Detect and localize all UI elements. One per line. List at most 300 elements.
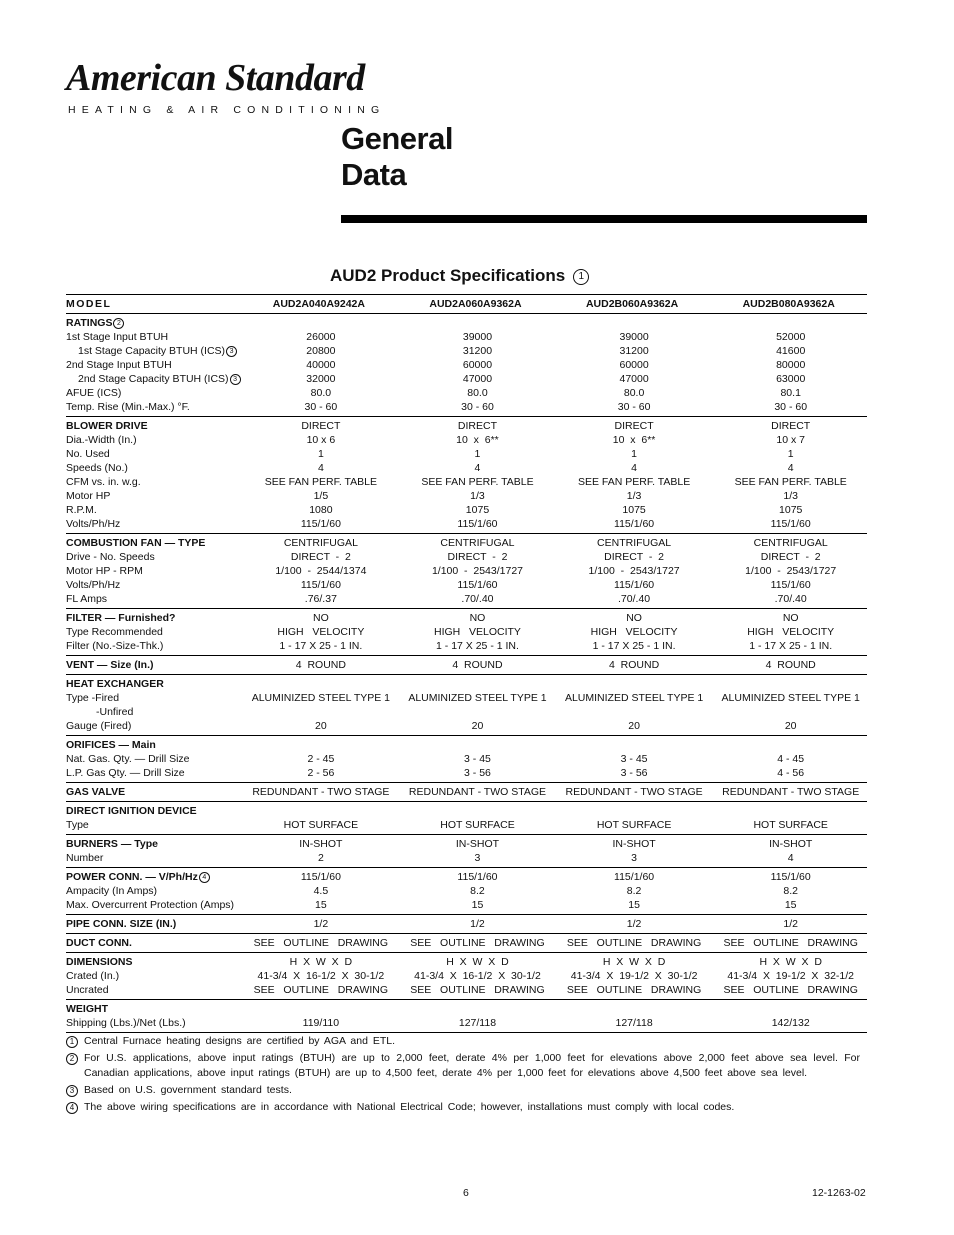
spec-row-label: [66, 639, 241, 653]
spec-values-model-4: [710, 314, 867, 417]
spec-values-model-3: [554, 656, 711, 675]
spec-cell: 10 x 6**: [456, 434, 499, 446]
spec-cell: 52000: [776, 331, 806, 343]
footnote-item: [66, 1051, 860, 1081]
spec-cell: REDUNDANT - TWO STAGE: [565, 786, 703, 798]
spec-cell: 1/2: [470, 918, 485, 930]
model-header-4: AUD2B080A9362A: [710, 295, 867, 314]
spec-cell: IN-SHOT: [455, 838, 500, 850]
footnote-item: [66, 1100, 860, 1115]
spec-row-label-text: Shipping (Lbs.)/Net (Lbs.): [66, 1017, 186, 1029]
spec-row-label: [66, 564, 241, 578]
spec-values-model-2: [397, 835, 554, 868]
spec-row-label-text: Drive - No. Speeds: [66, 551, 155, 563]
spec-cell: 115/1/60: [770, 518, 811, 530]
spec-row-label: [66, 611, 241, 625]
spec-cell: NO: [312, 612, 329, 624]
spec-row-label: [66, 898, 241, 912]
spec-cell: 1/5: [313, 490, 329, 502]
spec-row-label: [66, 658, 241, 672]
spec-cell: 1: [631, 448, 637, 460]
footnote-item: [66, 1083, 860, 1098]
spec-cell: CENTRIFUGAL: [283, 537, 358, 549]
spec-cell: 115/1/60: [457, 871, 498, 883]
spec-row-label: [66, 372, 241, 386]
spec-row-label-text: Ampacity (In Amps): [66, 885, 158, 897]
spec-row-label-text: GAS VALVE: [66, 786, 126, 798]
spec-cell: 15: [315, 899, 327, 911]
spec-values-model-1: [241, 835, 398, 868]
spec-cell: 1/3: [783, 490, 798, 502]
spec-cell: 3: [631, 852, 637, 864]
spec-cell: 30 - 60: [617, 401, 651, 413]
spec-cell: 41-3/4 X 19-1/2 X 30-1/2: [570, 970, 698, 982]
spec-cell: 115/1/60: [770, 579, 811, 591]
spec-section: [66, 534, 867, 609]
spec-cell: 4.5: [313, 885, 329, 897]
spec-row-label: [66, 766, 241, 780]
spec-section: [66, 609, 867, 656]
spec-row-label-text: Volts/Ph/Hz: [66, 518, 121, 530]
spec-row-label: [66, 358, 241, 372]
spec-row-label-text: R.P.M.: [66, 504, 97, 516]
spec-values-model-4: [710, 656, 867, 675]
spec-cell: 3 - 45: [464, 753, 491, 765]
spec-row-label: [66, 1002, 241, 1016]
spec-values-model-3: [554, 934, 711, 953]
spec-cell: 115/1/60: [300, 579, 341, 591]
spec-section: [66, 656, 867, 675]
spec-row-label: [66, 489, 241, 503]
spec-cell: 3 - 56: [464, 767, 491, 779]
spec-row-label-text: FILTER — Furnished?: [66, 612, 176, 624]
spec-values-model-2: [397, 656, 554, 675]
spec-cell: 115/1/60: [614, 518, 655, 530]
spec-values-model-1: [241, 1000, 398, 1033]
spec-section: [66, 675, 867, 736]
footnote-marker: 3: [230, 374, 241, 385]
spec-labels: [66, 934, 241, 953]
spec-row-label-text: Speeds (No.): [66, 462, 128, 474]
spec-cell: DIRECT - 2: [604, 551, 665, 563]
spec-cell: HIGH VELOCITY: [434, 626, 521, 638]
spec-cell: 1075: [622, 504, 646, 516]
spec-row-label: [66, 447, 241, 461]
spec-cell: 115/1/60: [614, 579, 655, 591]
spec-cell: .70/.40: [618, 593, 651, 605]
spec-cell: [245, 316, 398, 330]
spec-values-model-3: [554, 783, 711, 802]
spec-labels: [66, 802, 241, 835]
spec-row-label-text: Max. Overcurrent Protection (Amps): [66, 899, 235, 911]
spec-values-model-4: [710, 736, 867, 783]
spec-values-model-3: [554, 1000, 711, 1033]
spec-cell: 8.2: [470, 885, 485, 897]
spec-cell: 10 x 7: [776, 434, 805, 446]
spec-section: [66, 953, 867, 1000]
spec-cell: [245, 677, 398, 691]
spec-labels: [66, 953, 241, 1000]
spec-cell: 60000: [619, 359, 649, 371]
spec-cell: 127/118: [615, 1017, 653, 1029]
spec-cell: DIRECT - 2: [447, 551, 508, 563]
spec-cell: 1/2: [783, 918, 798, 930]
spec-cell: 1/2: [313, 918, 329, 930]
spec-cell: H X W X D: [759, 956, 822, 968]
footnote-text: Based on U.S. government standard tests.: [84, 1084, 292, 1096]
spec-cell: DIRECT: [457, 420, 498, 432]
spec-row-label-text: Volts/Ph/Hz: [66, 579, 121, 591]
spec-cell: 30 - 60: [304, 401, 338, 413]
spec-row-label: [66, 804, 241, 818]
spec-cell: 4: [787, 462, 794, 474]
spec-cell: HIGH VELOCITY: [277, 626, 365, 638]
footnote-item: [66, 1034, 860, 1049]
spec-row-label: [66, 316, 241, 330]
spec-cell: ALUMINIZED STEEL TYPE 1: [564, 692, 704, 704]
spec-cell: [401, 804, 554, 818]
spec-cell: IN-SHOT: [769, 838, 813, 850]
footnotes: [66, 1034, 860, 1117]
spec-cell: DIRECT: [301, 420, 341, 432]
spec-cell: [558, 677, 711, 691]
spec-cell: [401, 705, 554, 719]
spec-cell: [714, 677, 867, 691]
spec-labels: [66, 868, 241, 915]
title-rule: [341, 215, 867, 223]
spec-cell: H X W X D: [602, 956, 666, 968]
spec-row-label: [66, 330, 241, 344]
spec-cell: [558, 738, 711, 752]
spec-section: [66, 835, 867, 868]
spec-cell: H X W X D: [446, 956, 509, 968]
spec-cell: HOT SURFACE: [753, 819, 828, 831]
spec-values-model-4: [710, 934, 867, 953]
spec-row-label: [66, 818, 241, 832]
spec-table-body: [66, 314, 867, 1033]
spec-values-model-2: [397, 953, 554, 1000]
spec-row-label-text: L.P. Gas Qty. — Drill Size: [66, 767, 185, 779]
spec-cell: HOT SURFACE: [283, 819, 359, 831]
spec-cell: 1/100 - 2543/1727: [588, 565, 680, 577]
spec-cell: [714, 804, 867, 818]
footnote-number-marker: 1: [66, 1036, 78, 1048]
spec-labels: [66, 534, 241, 609]
spec-values-model-4: [710, 953, 867, 1000]
spec-row-label-text: 2nd Stage Input BTUH: [66, 359, 172, 371]
spec-row-label-text: -Unfired: [96, 706, 134, 718]
spec-row-label: [66, 969, 241, 983]
spec-row-label: [66, 592, 241, 606]
spec-cell: HOT SURFACE: [596, 819, 672, 831]
spec-cell: 80.0: [623, 387, 645, 399]
spec-row-label: [66, 578, 241, 592]
spec-row-label: [66, 752, 241, 766]
spec-cell: CENTRIFUGAL: [440, 537, 515, 549]
spec-cell: 3: [474, 852, 481, 864]
spec-values-model-4: [710, 675, 867, 736]
spec-values-model-2: [397, 1000, 554, 1033]
spec-cell: 1080: [309, 504, 333, 516]
spec-cell: 115/1/60: [770, 871, 811, 883]
spec-labels: [66, 736, 241, 783]
spec-labels: [66, 1000, 241, 1033]
footnote-number: [66, 1051, 84, 1081]
spec-values-model-2: [397, 915, 554, 934]
spec-section: [66, 868, 867, 915]
spec-cell: .76/.37: [304, 593, 337, 605]
footnote-marker: 3: [226, 346, 237, 357]
spec-cell: HIGH VELOCITY: [747, 626, 835, 638]
spec-values-model-4: [710, 417, 867, 534]
spec-cell: 32000: [306, 373, 336, 385]
spec-labels: [66, 656, 241, 675]
spec-cell: 30 - 60: [461, 401, 494, 413]
spec-cell: 26000: [306, 331, 336, 343]
spec-table: [66, 294, 867, 1033]
spec-row-label: [66, 419, 241, 433]
spec-row-label: [66, 433, 241, 447]
spec-cell: 63000: [776, 373, 806, 385]
spec-cell: 115/1/60: [457, 579, 498, 591]
spec-labels: [66, 417, 241, 534]
spec-values-model-4: [710, 915, 867, 934]
spec-table-header: [66, 295, 867, 314]
spec-values-model-4: [710, 802, 867, 835]
spec-values-model-2: [397, 314, 554, 417]
spec-values-model-3: [554, 534, 711, 609]
spec-values-model-1: [241, 868, 398, 915]
spec-row-label-text: Motor HP - RPM: [66, 565, 143, 577]
spec-section: [66, 783, 867, 802]
spec-cell: IN-SHOT: [299, 838, 343, 850]
spec-cell: [714, 705, 867, 719]
spec-row-label-text: COMBUSTION FAN — TYPE: [66, 537, 206, 549]
spec-values-model-1: [241, 675, 398, 736]
spec-row-label: [66, 1016, 241, 1030]
brand-tagline: HEATING & AIR CONDITIONING: [68, 104, 386, 116]
spec-values-model-3: [554, 868, 711, 915]
footnote-text: The above wiring specifications are in accordance with National Electrical Code; however, installations must comply with local codes.: [84, 1101, 735, 1113]
spec-cell: 1 - 17 X 25 - 1 IN.: [749, 640, 833, 652]
brand-logo: American Standard: [66, 57, 365, 99]
spec-cell: IN-SHOT: [612, 838, 656, 850]
footnote-number: [66, 1083, 84, 1098]
spec-cell: 4: [474, 462, 481, 474]
spec-cell: 80.0: [467, 387, 488, 399]
spec-row-label: [66, 851, 241, 865]
spec-cell: 4: [787, 852, 794, 864]
spec-cell: SEE FAN PERF. TABLE: [577, 476, 691, 488]
spec-cell: 41600: [776, 345, 806, 357]
spec-row-label: [66, 738, 241, 752]
spec-row-label-text: FL Amps: [66, 593, 108, 605]
spec-cell: 4: [317, 462, 324, 474]
spec-cell: [401, 677, 554, 691]
spec-labels: [66, 835, 241, 868]
spec-cell: 10 x 6: [306, 434, 336, 446]
spec-values-model-2: [397, 534, 554, 609]
footnote-text: Central Furnace heating designs are certified by AGA and ETL.: [84, 1035, 396, 1047]
spec-cell: ALUMINIZED STEEL TYPE 1: [408, 692, 547, 704]
spec-cell: 4 ROUND: [295, 659, 346, 671]
spec-cell: 2 - 45: [307, 753, 335, 765]
spec-cell: 80.1: [780, 387, 801, 399]
spec-cell: 115/1/60: [300, 871, 341, 883]
spec-cell: CENTRIFUGAL: [753, 537, 828, 549]
spec-row-label: [66, 400, 241, 414]
spec-row-label-text: DUCT CONN.: [66, 937, 132, 949]
spec-cell: H X W X D: [289, 956, 353, 968]
spec-cell: [714, 738, 867, 752]
spec-cell: SEE OUTLINE DRAWING: [566, 984, 702, 996]
spec-heading-note-marker: 1: [573, 269, 589, 285]
spec-cell: SEE OUTLINE DRAWING: [410, 984, 545, 996]
spec-cell: 8.2: [783, 885, 798, 897]
spec-cell: REDUNDANT - TWO STAGE: [722, 786, 860, 798]
spec-values-model-3: [554, 675, 711, 736]
spec-heading-text: AUD2 Product Specifications: [330, 266, 566, 285]
spec-values-model-1: [241, 534, 398, 609]
page-number: 6: [463, 1187, 469, 1199]
spec-section: [66, 802, 867, 835]
spec-row-label-text: Dia.-Width (In.): [66, 434, 137, 446]
spec-row-label-text: Type: [66, 819, 89, 831]
spec-values-model-2: [397, 783, 554, 802]
spec-row-label: [66, 705, 241, 719]
spec-row-label-text: POWER CONN. — V/Ph/Hz: [66, 871, 198, 883]
spec-cell: 31200: [462, 345, 493, 357]
spec-row-label-text: CFM vs. in. w.g.: [66, 476, 141, 488]
spec-row-label-text: 1st Stage Input BTUH: [66, 331, 169, 343]
spec-cell: [714, 316, 867, 330]
spec-row-label-text: BLOWER DRIVE: [66, 420, 148, 432]
spec-row-label: [66, 475, 241, 489]
spec-cell: 20: [784, 720, 797, 732]
spec-cell: 1/3: [626, 490, 642, 502]
spec-values-model-1: [241, 915, 398, 934]
spec-values-model-4: [710, 868, 867, 915]
spec-row-label-text: WEIGHT: [66, 1003, 108, 1015]
spec-cell: 30 - 60: [774, 401, 808, 413]
spec-cell: [558, 316, 711, 330]
spec-cell: SEE FAN PERF. TABLE: [734, 476, 847, 488]
spec-cell: 3 - 56: [620, 767, 648, 779]
spec-values-model-1: [241, 314, 398, 417]
spec-labels: [66, 609, 241, 656]
footnote-number-marker: 3: [66, 1085, 78, 1097]
spec-values-model-2: [397, 868, 554, 915]
spec-cell: DIRECT: [614, 420, 654, 432]
spec-row-label: [66, 837, 241, 851]
footnote-number-marker: 4: [66, 1102, 78, 1114]
spec-cell: SEE OUTLINE DRAWING: [723, 937, 858, 949]
spec-values-model-3: [554, 417, 711, 534]
spec-cell: 20: [628, 720, 640, 732]
spec-cell: 20: [471, 720, 484, 732]
spec-values-model-4: [710, 609, 867, 656]
spec-cell: 115/1/60: [457, 518, 498, 530]
spec-cell: 80000: [776, 359, 806, 371]
page-title-line2: Data: [341, 157, 407, 192]
spec-values-model-3: [554, 835, 711, 868]
spec-cell: DIRECT: [771, 420, 811, 432]
spec-row-label: [66, 719, 241, 733]
spec-row-label-text: Filter (No.-Size-Thk.): [66, 640, 164, 652]
spec-cell: 15: [784, 899, 797, 911]
spec-cell: HOT SURFACE: [440, 819, 515, 831]
spec-section: [66, 934, 867, 953]
spec-cell: [401, 1002, 554, 1016]
spec-row-label: [66, 691, 241, 705]
spec-cell: 1: [474, 448, 481, 460]
spec-labels: [66, 675, 241, 736]
spec-cell: 2: [317, 852, 324, 864]
spec-cell: 1/100 - 2544/1374: [275, 565, 367, 577]
spec-row-label: [66, 955, 241, 969]
spec-row-label-text: VENT — Size (In.): [66, 659, 154, 671]
spec-cell: 4 ROUND: [452, 659, 503, 671]
spec-cell: 119/110: [302, 1017, 340, 1029]
spec-cell: SEE FAN PERF. TABLE: [264, 476, 377, 488]
spec-row-label: [66, 550, 241, 564]
footnote-number: [66, 1100, 84, 1115]
spec-values-model-2: [397, 609, 554, 656]
spec-values-model-2: [397, 934, 554, 953]
spec-row-label: [66, 983, 241, 997]
spec-row-label-text: DIMENSIONS: [66, 956, 133, 968]
model-header-3: AUD2B060A9362A: [554, 295, 711, 314]
spec-section: [66, 736, 867, 783]
spec-row-label-text: 2nd Stage Capacity BTUH (ICS): [78, 373, 229, 385]
spec-values-model-1: [241, 417, 398, 534]
spec-row-label: [66, 884, 241, 898]
spec-values-model-1: [241, 934, 398, 953]
footnote-text: For U.S. applications, above input ratings (BTUH) are up to 2,000 feet, derate 4% per 1,000 feet for elevations above 2,000 feet above sea level. For Canadian applications, above input ratings (BTUH) are up to 4,500 feet, derate 4% per 1,000 feet for elevations above 4,500 feet above sea level.: [84, 1052, 860, 1079]
spec-values-model-4: [710, 534, 867, 609]
spec-cell: DIRECT - 2: [760, 551, 821, 563]
spec-cell: DIRECT - 2: [290, 551, 351, 563]
spec-cell: [245, 705, 398, 719]
model-header-2: AUD2A060A9362A: [397, 295, 554, 314]
spec-row-label: [66, 917, 241, 931]
spec-values-model-1: [241, 656, 398, 675]
spec-row-label-text: Uncrated: [66, 984, 109, 996]
spec-values-model-4: [710, 1000, 867, 1033]
spec-row-label: [66, 677, 241, 691]
spec-values-model-2: [397, 675, 554, 736]
spec-values-model-1: [241, 609, 398, 656]
spec-values-model-3: [554, 736, 711, 783]
spec-row-label: [66, 344, 241, 358]
spec-row-label-text: 1st Stage Capacity BTUH (ICS): [78, 345, 226, 357]
page-title-line1: General: [341, 121, 453, 156]
spec-cell: 41-3/4 X 16-1/2 X 30-1/2: [257, 970, 385, 982]
spec-cell: 15: [628, 899, 640, 911]
spec-values-model-3: [554, 802, 711, 835]
spec-row-label-text: Crated (In.): [66, 970, 120, 982]
spec-cell: 39000: [619, 331, 649, 343]
spec-row-label-text: No. Used: [66, 448, 110, 460]
spec-cell: 20800: [306, 345, 336, 357]
spec-row-label: [66, 936, 241, 950]
spec-cell: [245, 738, 398, 752]
spec-cell: SEE OUTLINE DRAWING: [253, 937, 389, 949]
spec-cell: 1075: [465, 504, 490, 516]
spec-cell: [714, 1002, 867, 1016]
spec-cell: 142/132: [771, 1017, 810, 1029]
spec-cell: [558, 1002, 711, 1016]
